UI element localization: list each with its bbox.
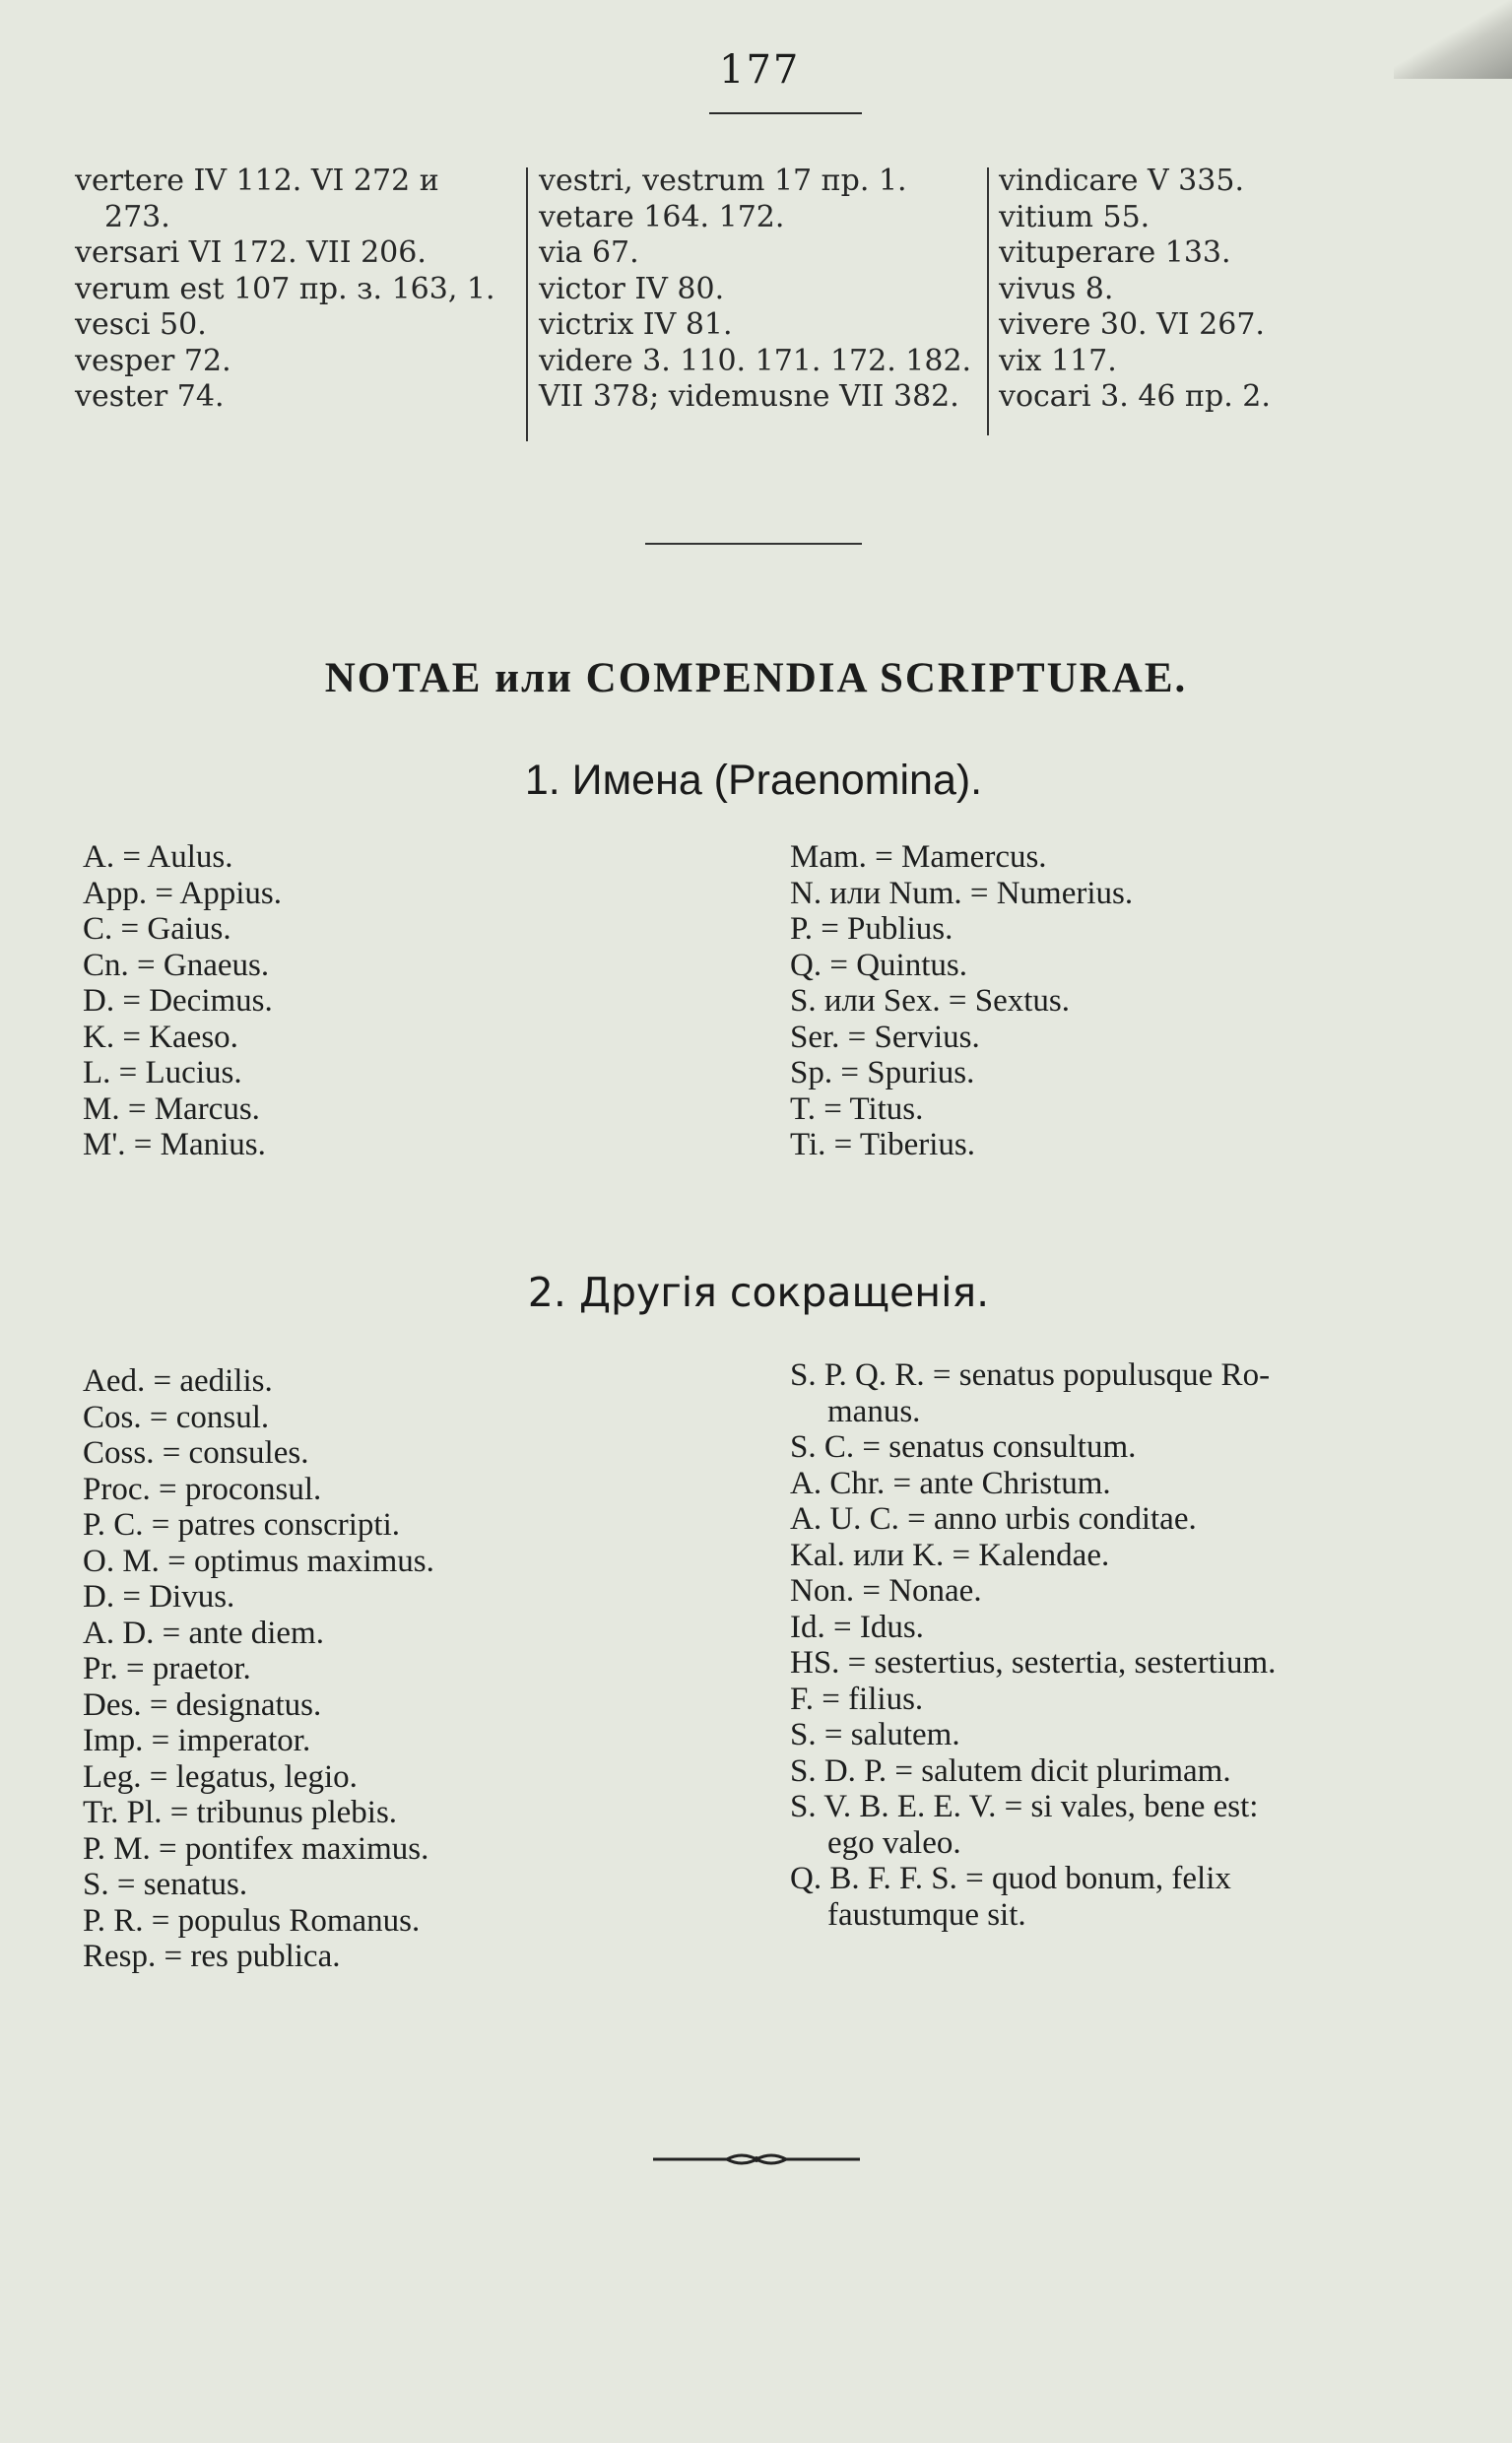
abbreviation-entry: Sp. = Spurius. (790, 1055, 975, 1090)
abbreviation-entry: Id. = Idus. (790, 1609, 924, 1645)
abbreviation-entry: S. = senatus. (83, 1867, 248, 1902)
abbreviation-entry: Cn. = Gnaeus. (83, 947, 270, 983)
index-entry: victrix IV 81. (539, 307, 733, 342)
abbreviation-entry: M. = Marcus. (83, 1090, 260, 1127)
page-number-rule (709, 112, 862, 114)
index-entry: vetare 164. 172. (539, 199, 785, 234)
abbreviation-entry: A. U. C. = anno urbis conditae. (790, 1501, 1197, 1537)
index-entry: vix 117. (999, 343, 1117, 378)
index-entry: vocari 3. 46 пр. 2. (999, 379, 1271, 414)
abbreviation-entry: K. = Kaeso. (83, 1019, 238, 1055)
index-entry: vituperare 133. (999, 235, 1231, 270)
abbreviation-entry: S. C. = senatus consultum. (790, 1429, 1137, 1465)
index-entry: versari VI 172. VII 206. (75, 235, 427, 270)
abbreviation-entry: Ser. = Servius. (790, 1019, 980, 1055)
abbreviation-entry: P. = Publius. (790, 911, 953, 947)
abbreviation-entry: F. = filius. (790, 1681, 924, 1717)
main-heading: NOTAE или COMPENDIA SCRIPTURAE. (324, 655, 1188, 701)
praenomina-left-column (83, 839, 575, 1163)
abbreviation-entry: S. P. Q. R. = senatus populusque Ro- (790, 1357, 1271, 1393)
abbreviation-entry: Tr. Pl. = tribunus plebis. (83, 1795, 398, 1830)
abbreviation-entry: Imp. = imperator. (83, 1723, 311, 1758)
abbreviation-entry: P. C. = patres conscripti. (83, 1507, 400, 1543)
abbreviation-entry: Proc. = proconsul. (83, 1471, 322, 1507)
index-entry: vesper 72. (75, 343, 231, 378)
index-entry: via 67. (539, 235, 639, 270)
page-corner-shadow (1394, 0, 1512, 79)
abbreviation-entry: A. Chr. = ante Christum. (790, 1465, 1111, 1501)
abbreviation-entry: Q. = Quintus. (790, 947, 967, 983)
abbreviation-entry-continuation: ego valeo. (827, 1824, 961, 1861)
abbreviation-entry: M'. = Manius. (83, 1127, 266, 1162)
abbreviation-entry: O. M. = optimus maximus. (83, 1543, 434, 1579)
abbreviation-entry: N. или Num. = Numerius. (790, 875, 1134, 911)
column-divider (526, 167, 528, 441)
index-column-1 (75, 164, 518, 416)
index-entry: videre 3. 110. 171. 172. 182. (539, 343, 972, 378)
abbreviation-entry: S. V. B. E. E. V. = si vales, bene est: (790, 1789, 1259, 1824)
abbreviation-entry: Pr. = praetor. (83, 1651, 251, 1686)
abbreviation-entry: A. D. = ante diem. (83, 1615, 324, 1651)
index-entry: verum est 107 пр. з. 163, 1. (75, 271, 495, 306)
abbreviation-entry: D. = Decimus. (83, 983, 273, 1019)
abbreviation-entry: HS. = sestertius, sestertia, sestertium. (790, 1645, 1277, 1681)
page-number: 177 (719, 47, 801, 93)
abbreviation-entry: Coss. = consules. (83, 1435, 309, 1471)
index-entry: vesci 50. (75, 307, 207, 342)
index-entry: vivere 30. VI 267. (999, 307, 1265, 342)
index-entry: vester 74. (75, 379, 225, 414)
section-2-title: 2. Другія сокращенія. (527, 1269, 990, 1316)
abbreviation-entry: S. = salutem. (790, 1717, 960, 1752)
column-divider (987, 167, 989, 435)
section-divider (645, 543, 862, 545)
abbreviation-entry: S. D. P. = salutem dicit plurimam. (790, 1752, 1231, 1789)
index-entry: vitium 55. (999, 199, 1150, 234)
index-entry: vindicare V 335. (999, 164, 1244, 198)
abbreviation-entry: D. = Divus. (83, 1579, 235, 1615)
abbreviation-entry: Leg. = legatus, legio. (83, 1758, 358, 1795)
abbreviation-entry: S. или Sex. = Sextus. (790, 983, 1071, 1019)
abbreviation-entry: Q. B. F. F. S. = quod bonum, felix (790, 1861, 1231, 1896)
abbreviation-entry: App. = Appius. (83, 875, 282, 911)
abbreviation-entry: Cos. = consul. (83, 1399, 270, 1435)
abbreviation-entry: C. = Gaius. (83, 911, 231, 947)
abbreviation-entry: P. M. = pontifex maximus. (83, 1830, 429, 1867)
abbreviation-entry: T. = Titus. (790, 1090, 924, 1127)
index-entry: vestri, vestrum 17 пр. 1. (539, 164, 907, 198)
abbreviation-entry: L. = Lucius. (83, 1055, 242, 1090)
abbreviation-entry: P. R. = populus Romanus. (83, 1902, 421, 1939)
abbreviation-entry: Non. = Nonae. (790, 1573, 982, 1609)
abbreviation-entry: Des. = designatus. (83, 1686, 322, 1723)
abbreviation-entry: Mam. = Mamercus. (790, 839, 1047, 875)
abbreviations-left-column (83, 1363, 693, 1975)
abbreviation-entry: A. = Aulus. (83, 839, 233, 875)
praenomina-right-column (790, 839, 1381, 1163)
index-entry: 273. (104, 199, 170, 234)
index-column-3 (999, 164, 1452, 416)
ornament-divider (653, 2149, 860, 2169)
index-column-2 (539, 164, 977, 416)
index-entry: vertere IV 112. VI 272 и (75, 164, 439, 198)
abbreviations-right-column (790, 1357, 1450, 1933)
abbreviation-entry: Kal. или K. = Kalendae. (790, 1537, 1110, 1573)
abbreviation-entry-continuation: manus. (827, 1393, 921, 1429)
index-entry: vivus 8. (999, 271, 1114, 306)
abbreviation-entry-continuation: faustumque sit. (827, 1896, 1026, 1933)
abbreviation-entry: Resp. = res publica. (83, 1939, 341, 1974)
section-1-title: 1. Имена (Praenomina). (524, 757, 983, 804)
index-entry: victor IV 80. (539, 271, 725, 306)
abbreviation-entry: Ti. = Tiberius. (790, 1127, 975, 1162)
index-entry: VII 378; videmusne VII 382. (539, 379, 959, 414)
abbreviation-entry: Aed. = aedilis. (83, 1363, 273, 1399)
